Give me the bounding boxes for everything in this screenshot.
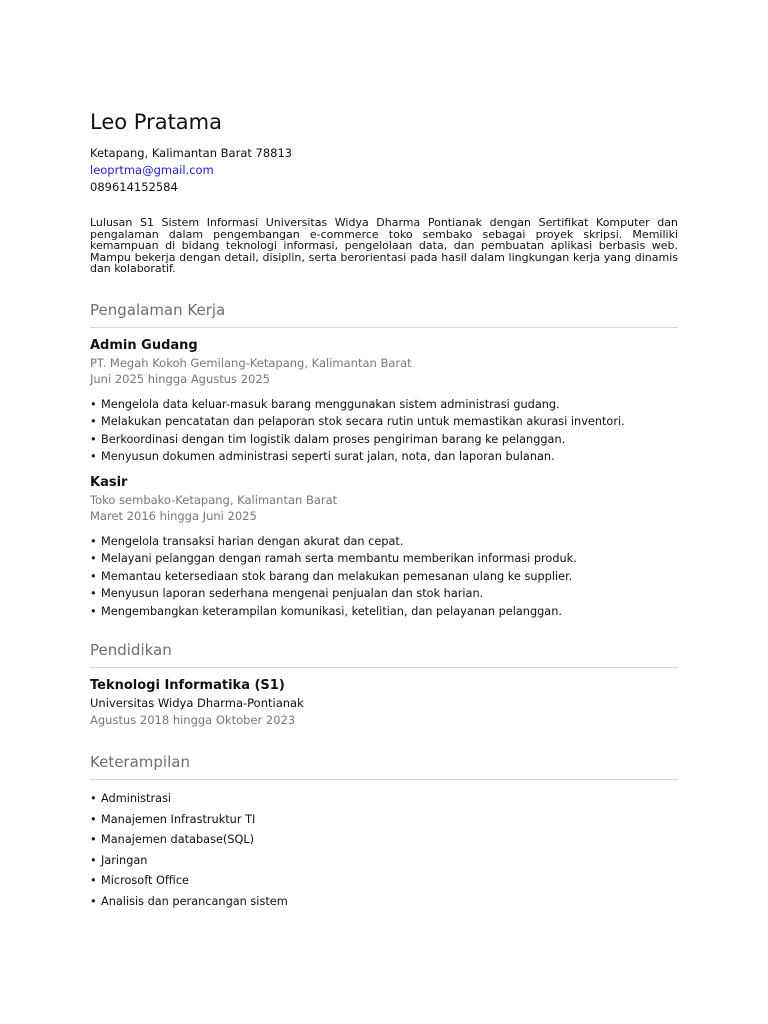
job-period: Maret 2016 hingga Juni 2025 [90, 508, 257, 523]
email-link[interactable]: leoprtma@gmail.com [90, 163, 214, 177]
job-position: Kasir [90, 474, 128, 490]
job-entry [90, 337, 678, 466]
phone-number: 089614152584 [90, 180, 178, 194]
duty-item: • Mengelola data keluar-masuk barang menggunakan sistem administrasi gudang. [90, 396, 678, 414]
bullet-icon: • [90, 604, 97, 618]
duty-item: • Melayani pelanggan dengan ramah serta membantu memberikan informasi produk. [90, 550, 678, 568]
bullet-icon: • [90, 874, 97, 888]
job-duties [90, 533, 678, 621]
bullet-icon: • [90, 894, 97, 908]
bullet-icon: • [90, 534, 97, 548]
skills-list [90, 789, 678, 911]
bullet-icon: • [90, 552, 97, 566]
bullet-icon: • [90, 812, 97, 826]
bullet-icon: • [90, 569, 97, 583]
education-school: Universitas Widya Dharma-Pontianak [90, 696, 304, 711]
experience-section [90, 300, 678, 621]
section-divider [90, 327, 678, 328]
education-degree: Teknologi Informatika (S1) [90, 678, 285, 694]
duty-item: • Mengelola transaksi harian dengan akurat dan cepat. [90, 533, 678, 551]
duty-item: • Berkoordinasi dengan tim logistik dalam proses pengiriman barang ke pelanggan. [90, 431, 678, 449]
experience-heading: Pengalaman Kerja [90, 300, 226, 319]
bullet-icon: • [90, 397, 97, 411]
education-period: Agustus 2018 hingga Oktober 2023 [90, 713, 296, 728]
section-divider [90, 667, 678, 668]
skill-item: • Administrasi [90, 789, 678, 809]
duty-item: • Mengembangkan keterampilan komunikasi, ketelitian, dan pelayanan pelanggan. [90, 603, 678, 621]
education-entry [90, 677, 678, 728]
duty-item: • Memantau ketersediaan stok barang dan melakukan pemesanan ulang ke supplier. [90, 568, 678, 586]
job-duties [90, 396, 678, 466]
job-period: Juni 2025 hingga Agustus 2025 [90, 371, 270, 386]
bullet-icon: • [90, 432, 97, 446]
duty-item: • Menyusun laporan sederhana mengenai penjualan dan stok harian. [90, 585, 678, 603]
job-company: PT. Megah Kokoh Gemilang-Ketapang, Kalimantan Barat [90, 355, 412, 370]
bullet-icon: • [90, 450, 97, 464]
skills-heading: Keterampilan [90, 753, 190, 772]
address: Ketapang, Kalimantan Barat 78813 [90, 146, 293, 160]
job-position: Admin Gudang [90, 337, 198, 353]
job-entry [90, 474, 678, 621]
bullet-icon: • [90, 792, 97, 806]
skill-item: • Jaringan [90, 851, 678, 871]
duty-item: • Melakukan pencatatan dan pelaporan stok secara rutin untuk memastikan akurasi inventori. [90, 413, 678, 431]
section-divider [90, 779, 678, 780]
skill-item: • Manajemen Infrastruktur TI [90, 810, 678, 830]
candidate-name: Leo Pratama [90, 110, 222, 134]
skill-item: • Microsoft Office [90, 871, 678, 891]
bullet-icon: • [90, 833, 97, 847]
job-company: Toko sembako-Ketapang, Kalimantan Barat [90, 492, 338, 507]
skill-item: • Manajemen database(SQL) [90, 830, 678, 850]
bullet-icon: • [90, 853, 97, 867]
education-section [90, 640, 678, 728]
education-heading: Pendidikan [90, 641, 172, 660]
bullet-icon: • [90, 587, 97, 601]
bullet-icon: • [90, 415, 97, 429]
duty-item: • Menyusun dokumen administrasi seperti surat jalan, nota, dan laporan bulanan. [90, 448, 678, 466]
skill-item: • Analisis dan perancangan sistem [90, 892, 678, 912]
skills-section [90, 752, 678, 911]
professional-summary: Lulusan S1 Sistem Informasi Universitas Widya Dharma Pontianak dengan Sertifikat Komputer dan pengalaman dalam pengembangan e-commerce toko sembako sebagai proyek skripsi. Memiliki kemampuan di bidang teknologi informasi, pengelolaan data, dan pembuatan aplikasi berbasis web. Mampu bekerja dengan detail, disiplin, serta berorientasi pada hasil dalam lingkungan kerja yang dinamis dan kolaboratif. [90, 216, 678, 276]
